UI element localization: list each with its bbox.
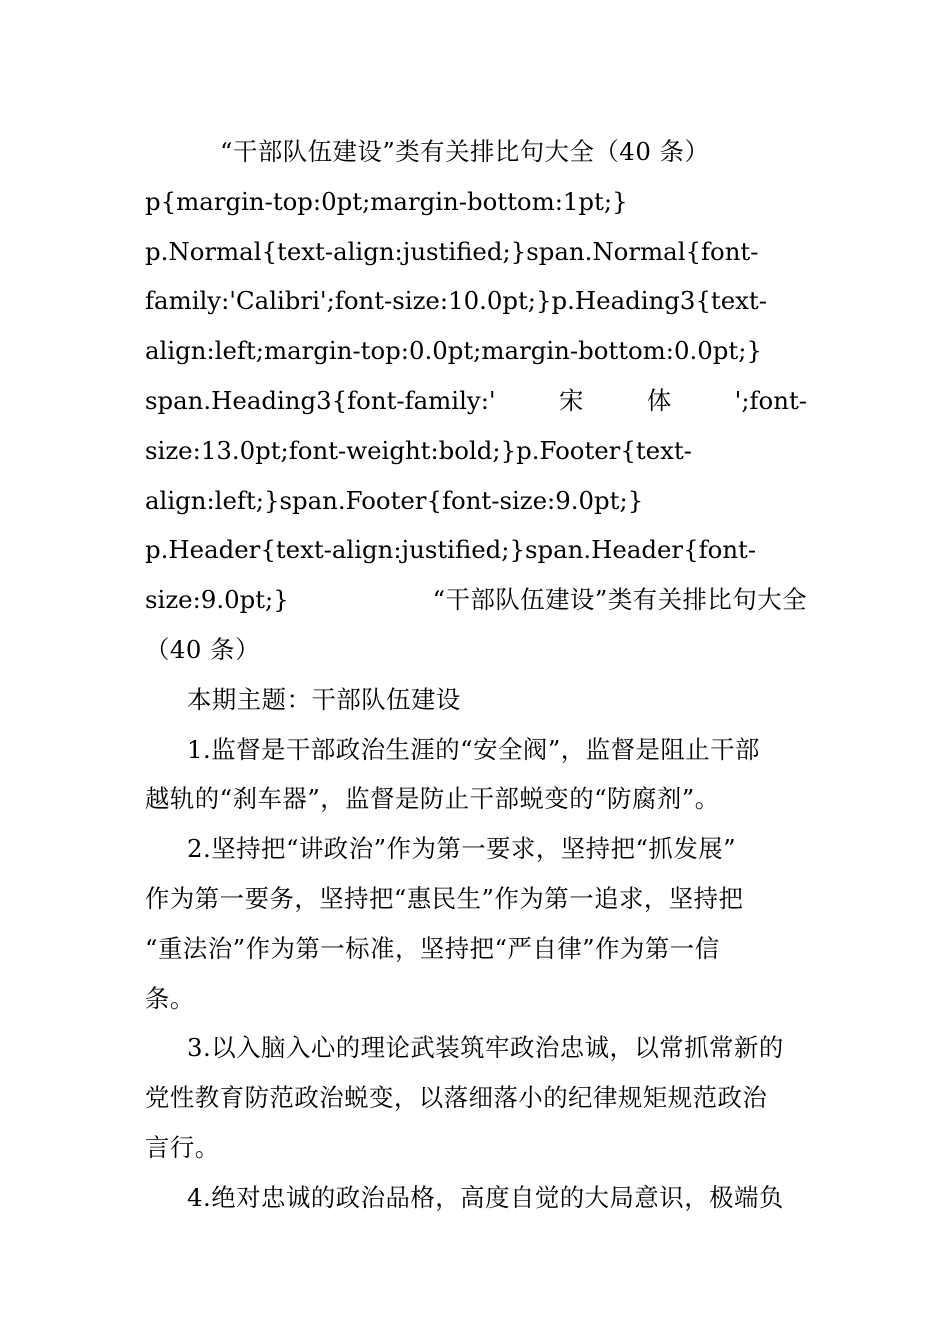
count-line: （40 条）: [145, 634, 260, 664]
item-3-line-3: 言行。: [145, 1132, 220, 1162]
item-4-line-1: 4.绝对忠诚的政治品格，高度自觉的大局意识，极端负: [187, 1182, 784, 1212]
size-line-title: “干部队伍建设”类有关排比句大全: [432, 585, 807, 615]
size-line: [145, 575, 807, 625]
item-2-line-3: “重法治”作为第一标准，坚持把“严自律”作为第一信: [145, 933, 720, 963]
item-3-line-2: 党性教育防范政治蜕变，以落细落小的纪律规矩规范政治: [145, 1083, 768, 1113]
topic-line: 本期主题：干部队伍建设: [187, 684, 461, 714]
document-title: “干部队伍建设”类有关排比句大全（40 条）: [220, 137, 710, 166]
css-line-4: align:left;margin-top:0.0pt;margin-bottom:0.0pt;}: [145, 336, 762, 366]
heading3-part-b: 宋: [559, 385, 584, 415]
css-line-5: size:13.0pt;font-weight:bold;}p.Footer{text-: [145, 435, 692, 465]
css-line-3: [145, 276, 807, 326]
item-1: [145, 725, 807, 825]
css-line-3-text: family:'Calibri';font-size:10.0pt;}p.Heading3{text-: [145, 286, 767, 316]
item-1-line-1: 1.监督是干部政治生涯的“安全阀”，监督是阻止干部: [187, 734, 760, 764]
item-3-line-1: 3.以入脑入心的理论武装筑牢政治忠诚，以常抓常新的: [187, 1033, 784, 1063]
item-2-line-1: 2.坚持把“讲政治”作为第一要求，坚持把“抓发展”: [187, 834, 737, 864]
css-line-2: [145, 227, 807, 277]
heading3-line: [145, 376, 807, 426]
item-2-line-4: 条。: [145, 983, 195, 1013]
css-line-7: p.Header{text-align:justified;}span.Header{font-: [145, 535, 757, 565]
item-2: [145, 824, 807, 1023]
css-line-1: p{margin-top:0pt;margin-bottom:1pt;}: [145, 186, 628, 216]
item-1-line-2: 越轨的“刹车器”，监督是防止干部蜕变的“防腐剂”。: [145, 784, 720, 814]
size-line-css: size:9.0pt;}: [145, 585, 289, 615]
heading3-part-d: ';font-: [734, 385, 807, 415]
heading3-part-c: 体: [646, 385, 672, 415]
css-line-2-text: p.Normal{text-align:justified;}span.Normal{font-: [145, 236, 759, 266]
document-page: [145, 127, 807, 1223]
item-4: [145, 1173, 807, 1223]
css-line-6: align:left;}span.Footer{font-size:9.0pt;}: [145, 485, 644, 515]
heading3-part-a: span.Heading3{font-family:': [145, 385, 496, 415]
item-2-line-2: 作为第一要务，坚持把“惠民生”作为第一追求，坚持把: [145, 883, 744, 913]
item-3: [145, 1023, 807, 1172]
